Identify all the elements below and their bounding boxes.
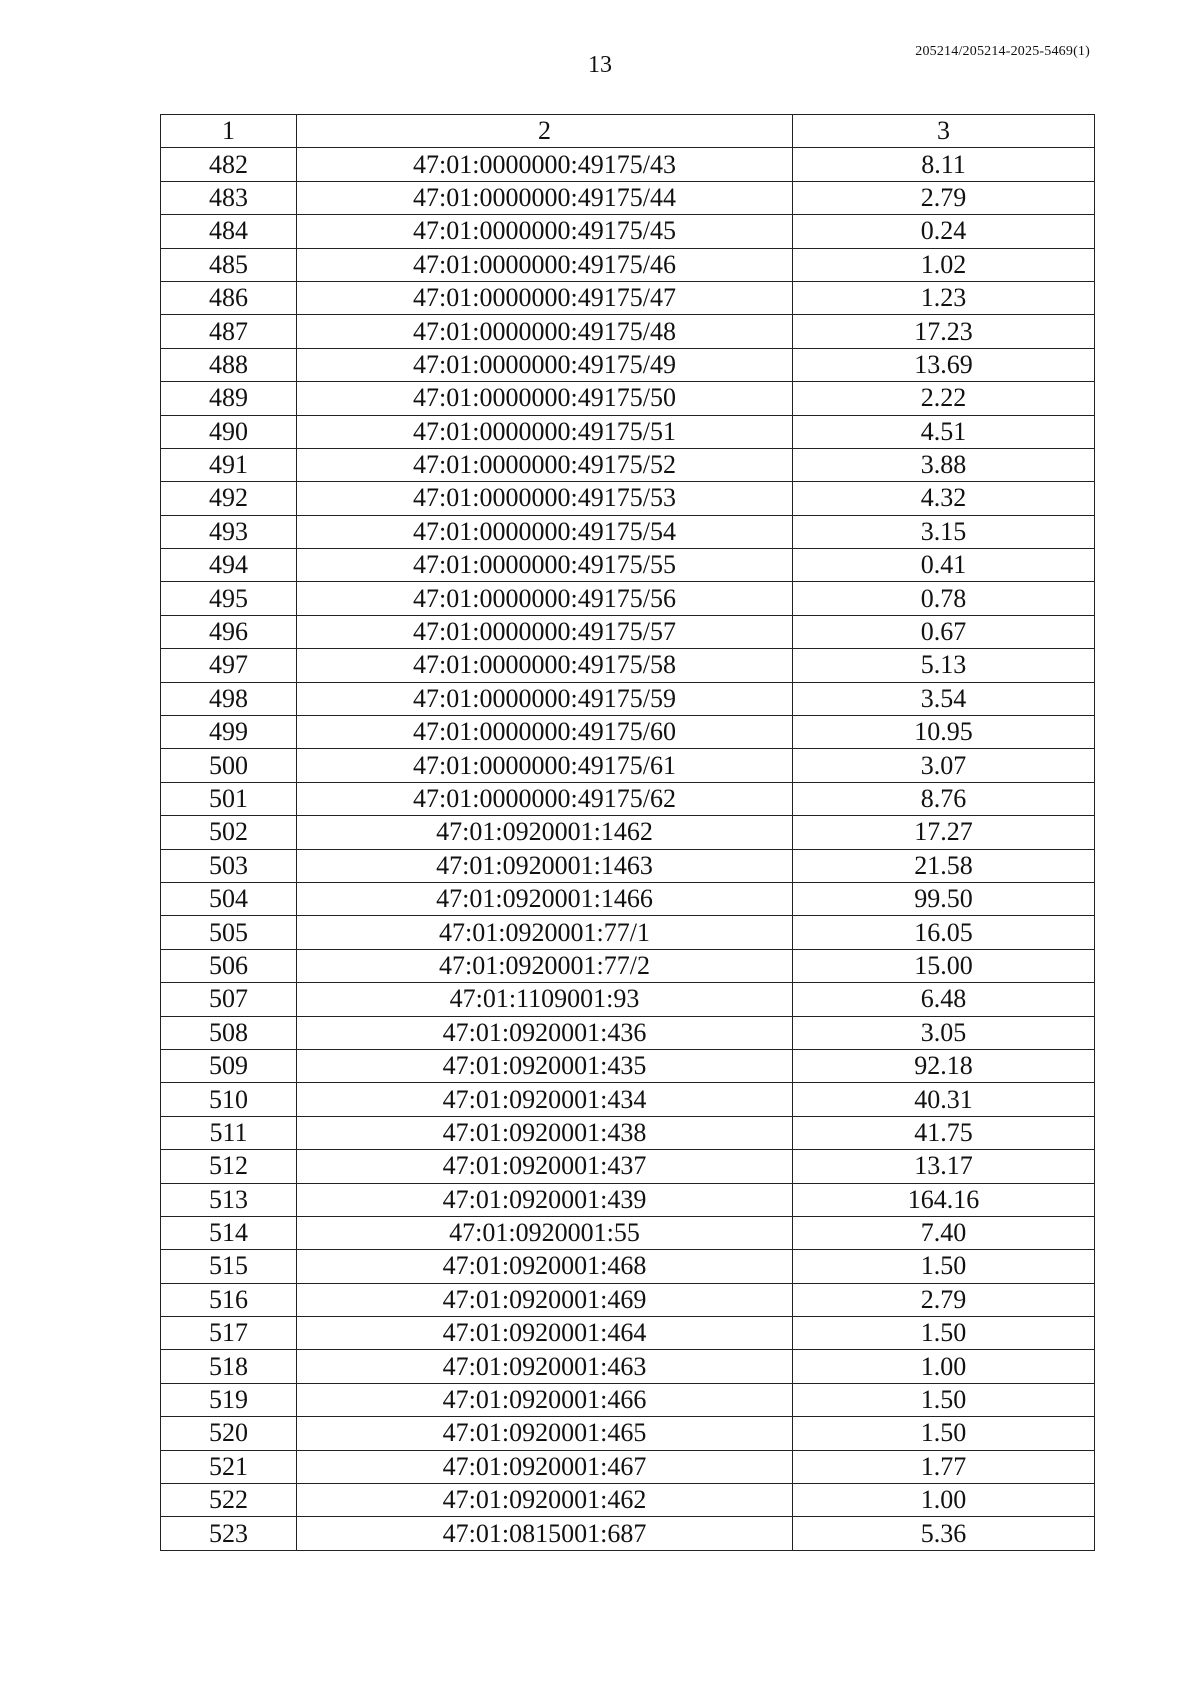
- value-cell: 41.75: [793, 1116, 1095, 1149]
- value-cell: 3.88: [793, 448, 1095, 481]
- table-row: [161, 1283, 1095, 1316]
- cadastral-number-cell: 47:01:0000000:49175/60: [297, 716, 793, 749]
- cadastral-number-cell: 47:01:0920001:1466: [297, 882, 793, 915]
- cadastral-number-cell: 47:01:0920001:77/1: [297, 916, 793, 949]
- cadastral-number-cell: 47:01:0920001:436: [297, 1016, 793, 1049]
- table-row: [161, 882, 1095, 915]
- cadastral-number-cell: 47:01:0920001:55: [297, 1216, 793, 1249]
- table-row: [161, 382, 1095, 415]
- cadastral-number-cell: 47:01:0815001:687: [297, 1517, 793, 1550]
- cadastral-number-cell: 47:01:0920001:434: [297, 1083, 793, 1116]
- value-cell: 1.50: [793, 1383, 1095, 1416]
- row-number-cell: 508: [161, 1016, 297, 1049]
- value-cell: 1.23: [793, 281, 1095, 314]
- table-row: [161, 1317, 1095, 1350]
- value-cell: 0.67: [793, 615, 1095, 648]
- cadastral-number-cell: 47:01:0000000:49175/52: [297, 448, 793, 481]
- table-row: [161, 1083, 1095, 1116]
- table-row: [161, 1216, 1095, 1249]
- row-number-cell: 491: [161, 448, 297, 481]
- value-cell: 2.22: [793, 382, 1095, 415]
- table-row: [161, 1484, 1095, 1517]
- table-row: [161, 1417, 1095, 1450]
- value-cell: 7.40: [793, 1216, 1095, 1249]
- cadastral-number-cell: 47:01:0000000:49175/44: [297, 181, 793, 214]
- cadastral-number-cell: 47:01:0000000:49175/43: [297, 148, 793, 181]
- value-cell: 5.13: [793, 649, 1095, 682]
- table-row: [161, 615, 1095, 648]
- row-number-cell: 517: [161, 1317, 297, 1350]
- value-cell: 17.23: [793, 315, 1095, 348]
- value-cell: 99.50: [793, 882, 1095, 915]
- value-cell: 10.95: [793, 716, 1095, 749]
- row-number-cell: 522: [161, 1484, 297, 1517]
- value-cell: 15.00: [793, 949, 1095, 982]
- cadastral-number-cell: 47:01:0920001:469: [297, 1283, 793, 1316]
- row-number-cell: 513: [161, 1183, 297, 1216]
- value-cell: 1.50: [793, 1417, 1095, 1450]
- value-cell: 3.15: [793, 515, 1095, 548]
- row-number-cell: 493: [161, 515, 297, 548]
- cadastral-number-cell: 47:01:0920001:463: [297, 1350, 793, 1383]
- row-number-cell: 518: [161, 1350, 297, 1383]
- cadastral-number-cell: 47:01:0000000:49175/61: [297, 749, 793, 782]
- cadastral-number-cell: 47:01:0920001:466: [297, 1383, 793, 1416]
- value-cell: 1.00: [793, 1484, 1095, 1517]
- table-row: [161, 916, 1095, 949]
- table-row: [161, 816, 1095, 849]
- row-number-cell: 489: [161, 382, 297, 415]
- value-cell: 8.11: [793, 148, 1095, 181]
- value-cell: 13.17: [793, 1150, 1095, 1183]
- data-table-container: [160, 114, 1094, 1551]
- table-body: [161, 148, 1095, 1550]
- table-row: [161, 749, 1095, 782]
- row-number-cell: 484: [161, 215, 297, 248]
- column-header-3: 3: [793, 115, 1095, 148]
- table-row: [161, 1450, 1095, 1483]
- row-number-cell: 514: [161, 1216, 297, 1249]
- table-row: [161, 782, 1095, 815]
- row-number-cell: 495: [161, 582, 297, 615]
- cadastral-number-cell: 47:01:0920001:439: [297, 1183, 793, 1216]
- table-row: [161, 248, 1095, 281]
- row-number-cell: 519: [161, 1383, 297, 1416]
- table-row: [161, 1517, 1095, 1550]
- table-row: [161, 415, 1095, 448]
- value-cell: 3.07: [793, 749, 1095, 782]
- column-header-2: 2: [297, 115, 793, 148]
- table-row: [161, 849, 1095, 882]
- value-cell: 4.32: [793, 482, 1095, 515]
- row-number-cell: 512: [161, 1150, 297, 1183]
- cadastral-number-cell: 47:01:0000000:49175/47: [297, 281, 793, 314]
- value-cell: 16.05: [793, 916, 1095, 949]
- row-number-cell: 504: [161, 882, 297, 915]
- value-cell: 8.76: [793, 782, 1095, 815]
- cadastral-number-cell: 47:01:0920001:438: [297, 1116, 793, 1149]
- cadastral-number-cell: 47:01:0920001:1462: [297, 816, 793, 849]
- cadastral-number-cell: 47:01:0000000:49175/59: [297, 682, 793, 715]
- row-number-cell: 503: [161, 849, 297, 882]
- row-number-cell: 490: [161, 415, 297, 448]
- value-cell: 3.54: [793, 682, 1095, 715]
- row-number-cell: 506: [161, 949, 297, 982]
- table-row: [161, 1183, 1095, 1216]
- cadastral-number-cell: 47:01:0000000:49175/46: [297, 248, 793, 281]
- value-cell: 13.69: [793, 348, 1095, 381]
- table-row: [161, 682, 1095, 715]
- value-cell: 1.77: [793, 1450, 1095, 1483]
- table-row: [161, 1250, 1095, 1283]
- cadastral-number-cell: 47:01:0000000:49175/55: [297, 549, 793, 582]
- row-number-cell: 497: [161, 649, 297, 682]
- cadastral-number-cell: 47:01:0920001:1463: [297, 849, 793, 882]
- value-cell: 21.58: [793, 849, 1095, 882]
- column-header-1: 1: [161, 115, 297, 148]
- cadastral-number-cell: 47:01:0000000:49175/62: [297, 782, 793, 815]
- value-cell: 2.79: [793, 1283, 1095, 1316]
- table-row: [161, 549, 1095, 582]
- row-number-cell: 509: [161, 1049, 297, 1082]
- table-row: [161, 181, 1095, 214]
- cadastral-number-cell: 47:01:0920001:465: [297, 1417, 793, 1450]
- table-row: [161, 148, 1095, 181]
- row-number-cell: 507: [161, 983, 297, 1016]
- value-cell: 40.31: [793, 1083, 1095, 1116]
- cadastral-number-cell: 47:01:0000000:49175/57: [297, 615, 793, 648]
- row-number-cell: 511: [161, 1116, 297, 1149]
- row-number-cell: 488: [161, 348, 297, 381]
- cadastral-number-cell: 47:01:0920001:468: [297, 1250, 793, 1283]
- table-row: [161, 215, 1095, 248]
- value-cell: 1.50: [793, 1250, 1095, 1283]
- table-row: [161, 716, 1095, 749]
- row-number-cell: 520: [161, 1417, 297, 1450]
- row-number-cell: 492: [161, 482, 297, 515]
- row-number-cell: 501: [161, 782, 297, 815]
- row-number-cell: 498: [161, 682, 297, 715]
- table-row: [161, 582, 1095, 615]
- value-cell: 0.41: [793, 549, 1095, 582]
- row-number-cell: 496: [161, 615, 297, 648]
- table-row: [161, 315, 1095, 348]
- cadastral-number-cell: 47:01:0920001:467: [297, 1450, 793, 1483]
- value-cell: 0.24: [793, 215, 1095, 248]
- row-number-cell: 487: [161, 315, 297, 348]
- cadastral-number-cell: 47:01:0000000:49175/45: [297, 215, 793, 248]
- cadastral-number-cell: 47:01:0000000:49175/51: [297, 415, 793, 448]
- row-number-cell: 510: [161, 1083, 297, 1116]
- value-cell: 17.27: [793, 816, 1095, 849]
- table-row: [161, 649, 1095, 682]
- table-row: [161, 482, 1095, 515]
- row-number-cell: 483: [161, 181, 297, 214]
- row-number-cell: 500: [161, 749, 297, 782]
- row-number-cell: 521: [161, 1450, 297, 1483]
- table-row: [161, 1016, 1095, 1049]
- value-cell: 2.79: [793, 181, 1095, 214]
- cadastral-number-cell: 47:01:0000000:49175/53: [297, 482, 793, 515]
- value-cell: 1.00: [793, 1350, 1095, 1383]
- table-row: [161, 983, 1095, 1016]
- document-reference: 205214/205214-2025-5469(1): [915, 44, 1090, 59]
- value-cell: 1.50: [793, 1317, 1095, 1350]
- row-number-cell: 502: [161, 816, 297, 849]
- row-number-cell: 494: [161, 549, 297, 582]
- table-row: [161, 949, 1095, 982]
- table-header-row: [161, 115, 1095, 148]
- table-row: [161, 1150, 1095, 1183]
- cadastral-number-cell: 47:01:0000000:49175/48: [297, 315, 793, 348]
- table-row: [161, 448, 1095, 481]
- row-number-cell: 523: [161, 1517, 297, 1550]
- table-row: [161, 515, 1095, 548]
- value-cell: 6.48: [793, 983, 1095, 1016]
- cadastral-number-cell: 47:01:0920001:77/2: [297, 949, 793, 982]
- value-cell: 3.05: [793, 1016, 1095, 1049]
- table-row: [161, 1116, 1095, 1149]
- cadastral-number-cell: 47:01:0920001:462: [297, 1484, 793, 1517]
- cadastral-number-cell: 47:01:0000000:49175/58: [297, 649, 793, 682]
- value-cell: 1.02: [793, 248, 1095, 281]
- cadastral-number-cell: 47:01:0920001:437: [297, 1150, 793, 1183]
- row-number-cell: 516: [161, 1283, 297, 1316]
- value-cell: 92.18: [793, 1049, 1095, 1082]
- table-row: [161, 348, 1095, 381]
- table-row: [161, 1350, 1095, 1383]
- row-number-cell: 515: [161, 1250, 297, 1283]
- table-row: [161, 1049, 1095, 1082]
- cadastral-number-cell: 47:01:0000000:49175/49: [297, 348, 793, 381]
- cadastral-number-cell: 47:01:1109001:93: [297, 983, 793, 1016]
- row-number-cell: 499: [161, 716, 297, 749]
- table-row: [161, 1383, 1095, 1416]
- table-row: [161, 281, 1095, 314]
- value-cell: 4.51: [793, 415, 1095, 448]
- value-cell: 164.16: [793, 1183, 1095, 1216]
- row-number-cell: 486: [161, 281, 297, 314]
- cadastral-number-cell: 47:01:0000000:49175/56: [297, 582, 793, 615]
- data-table: [160, 114, 1095, 1551]
- cadastral-number-cell: 47:01:0920001:435: [297, 1049, 793, 1082]
- cadastral-number-cell: 47:01:0000000:49175/54: [297, 515, 793, 548]
- cadastral-number-cell: 47:01:0000000:49175/50: [297, 382, 793, 415]
- value-cell: 5.36: [793, 1517, 1095, 1550]
- page-number: 13: [588, 52, 612, 78]
- row-number-cell: 485: [161, 248, 297, 281]
- value-cell: 0.78: [793, 582, 1095, 615]
- cadastral-number-cell: 47:01:0920001:464: [297, 1317, 793, 1350]
- row-number-cell: 505: [161, 916, 297, 949]
- row-number-cell: 482: [161, 148, 297, 181]
